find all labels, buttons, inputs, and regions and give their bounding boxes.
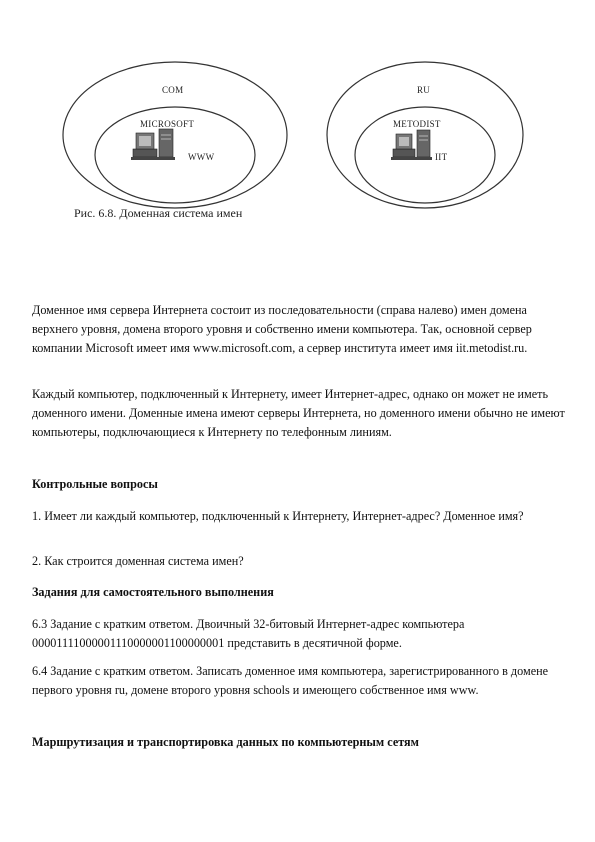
com-label: COM [162, 85, 184, 95]
ru-label: RU [417, 85, 431, 95]
task-6-3: 6.3 Задание с кратким ответом. Двоичный 32-битовый Интернет-адрес компьютера 00001111000001110000001100000001 представить в десятичной форме. [32, 617, 465, 650]
figure-diagram [60, 55, 560, 230]
paragraph-internet-address: Каждый компьютер, подключенный к Интернету, имеет Интернет-адрес, однако он может не иметь доменного имени. Доменные имена имеют серверы Интернета, но доменного имени обычно не имеют компьютеры, подключающиеся к Интернету по телефонным линиям. [32, 387, 565, 439]
com-domain-diagram [63, 62, 287, 208]
computer-icon [391, 130, 432, 160]
www-host-label: WWW [188, 152, 215, 162]
heading-self-study-tasks: Задания для самостоятельного выполнения [32, 585, 274, 599]
heading-control-questions: Контрольные вопросы [32, 477, 158, 491]
question-2: 2. Как строится доменная система имен? [32, 554, 244, 568]
com-outer-ellipse [63, 62, 287, 208]
figure-caption: Рис. 6.8. Доменная система имен [74, 206, 243, 220]
task-6-4: 6.4 Задание с кратким ответом. Записать доменное имя компьютера, зарегистрированного в домене первого уровня ru, домене второго уровня schools и имеющего собственное имя www. [32, 664, 549, 697]
domain-name-system-figure [60, 55, 560, 230]
iit-host-label: IIT [435, 152, 448, 162]
ru-domain-diagram [327, 62, 523, 208]
microsoft-label: MICROSOFT [140, 119, 195, 129]
paragraph-domain-name: Доменное имя сервера Интернета состоит из последовательности (справа налево) имен домена верхнего уровня, домена второго уровня и собственно имени компьютера. Так, основной сервер компании Microsoft имеет имя www.microsoft.com, а сервер института имеет имя iit.metodist.ru. [32, 303, 532, 355]
heading-routing: Маршрутизация и транспортировка данных по компьютерным сетям [32, 735, 419, 749]
question-1: 1. Имеет ли каждый компьютер, подключенный к Интернету, Интернет-адрес? Доменное имя? [32, 509, 524, 523]
computer-icon [131, 129, 175, 160]
metodist-label: METODIST [393, 119, 441, 129]
